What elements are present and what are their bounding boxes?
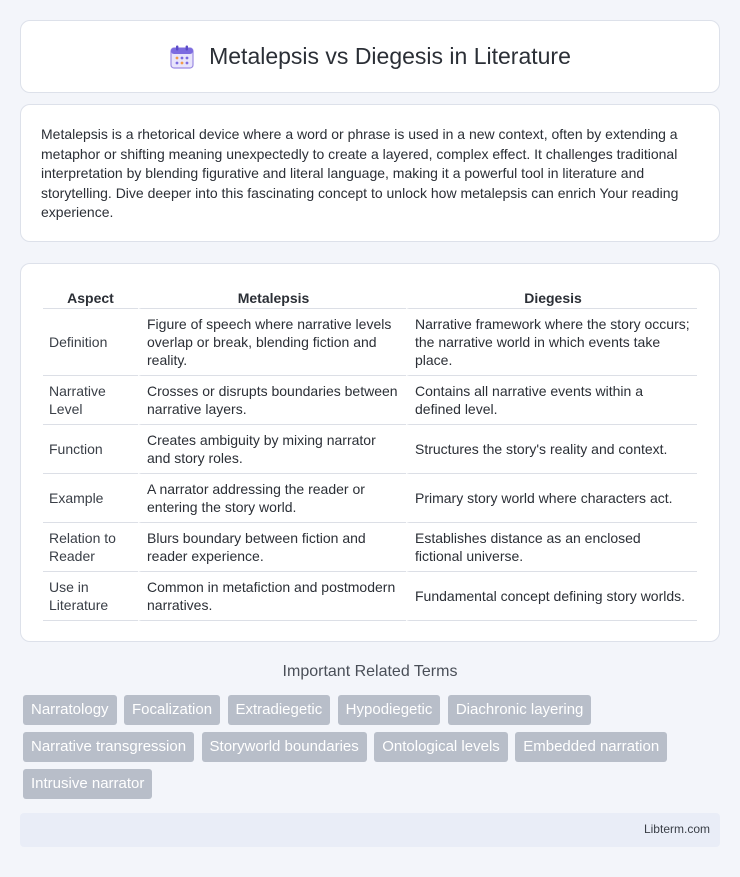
title-wrap [169,43,571,70]
related-terms-title: Important Related Terms [282,663,458,680]
table-row [43,425,697,474]
header-card [20,20,720,93]
metalepsis-cell: A narrator addressing the reader or entering the story world. [138,474,406,523]
diegesis-cell: Narrative framework where the story occurs; the narrative world in which events take place. [406,309,697,376]
intro-card [20,104,720,242]
aspect-cell: Definition [43,309,138,376]
metalepsis-cell: Crosses or disrupts boundaries between narrative layers. [138,376,406,425]
tag-narrative-transgression[interactable]: Narrative transgression [23,732,194,762]
header-metalepsis: Metalepsis [138,286,406,309]
related-terms-tags [23,695,723,806]
page-title: Metalepsis vs Diegesis in Literature [209,43,571,69]
header-aspect: Aspect [43,286,138,309]
tag-hypodiegetic[interactable]: Hypodiegetic [338,695,441,725]
tag-diachronic-layering[interactable]: Diachronic layering [448,695,592,725]
aspect-cell: Function [43,425,138,474]
metalepsis-cell: Figure of speech where narrative levels overlap or break, blending fiction and reality. [138,309,406,376]
metalepsis-cell: Blurs boundary between fiction and reader experience. [138,523,406,572]
calendar-icon [169,44,195,70]
table-row [43,474,697,523]
tag-extradiegetic[interactable]: Extradiegetic [228,695,331,725]
footer [20,813,720,847]
diegesis-cell: Structures the story's reality and context. [406,425,697,474]
aspect-cell: Narrative Level [43,376,138,425]
table-row [43,572,697,621]
tag-focalization[interactable]: Focalization [124,695,220,725]
tag-narratology[interactable]: Narratology [23,695,117,725]
header-diegesis: Diegesis [406,286,697,309]
metalepsis-cell: Common in metafiction and postmodern narratives. [138,572,406,621]
diegesis-cell: Fundamental concept defining story worlds. [406,572,697,621]
comparison-table-card [20,263,720,642]
footer-site-link[interactable]: Libterm.com [643,822,710,836]
metalepsis-cell: Creates ambiguity by mixing narrator and story roles. [138,425,406,474]
aspect-cell: Use in Literature [43,572,138,621]
table-header-row [43,286,697,309]
tag-ontological-levels[interactable]: Ontological levels [374,732,508,762]
comparison-table [43,286,697,621]
tag-intrusive-narrator[interactable]: Intrusive narrator [23,769,152,799]
tag-embedded-narration[interactable]: Embedded narration [515,732,667,762]
table-row [43,309,697,376]
intro-text: Metalepsis is a rhetorical device where a word or phrase is used in a new context, often by extending a metaphor or shifting meaning unexpectedly to create a layered, complex effect. It challenges traditional interpretation by blending figurative and literal language, making it a powerful tool in literature and storytelling. Dive deeper into this fascinating concept to unlock how metalepsis can enrich Your reading experience. [41,126,679,220]
aspect-cell: Relation to Reader [43,523,138,572]
diegesis-cell: Contains all narrative events within a defined level. [406,376,697,425]
tag-storyworld-boundaries[interactable]: Storyworld boundaries [202,732,367,762]
table-row [43,376,697,425]
aspect-cell: Example [43,474,138,523]
diegesis-cell: Establishes distance as an enclosed fictional universe. [406,523,697,572]
diegesis-cell: Primary story world where characters act. [406,474,697,523]
table-row [43,523,697,572]
